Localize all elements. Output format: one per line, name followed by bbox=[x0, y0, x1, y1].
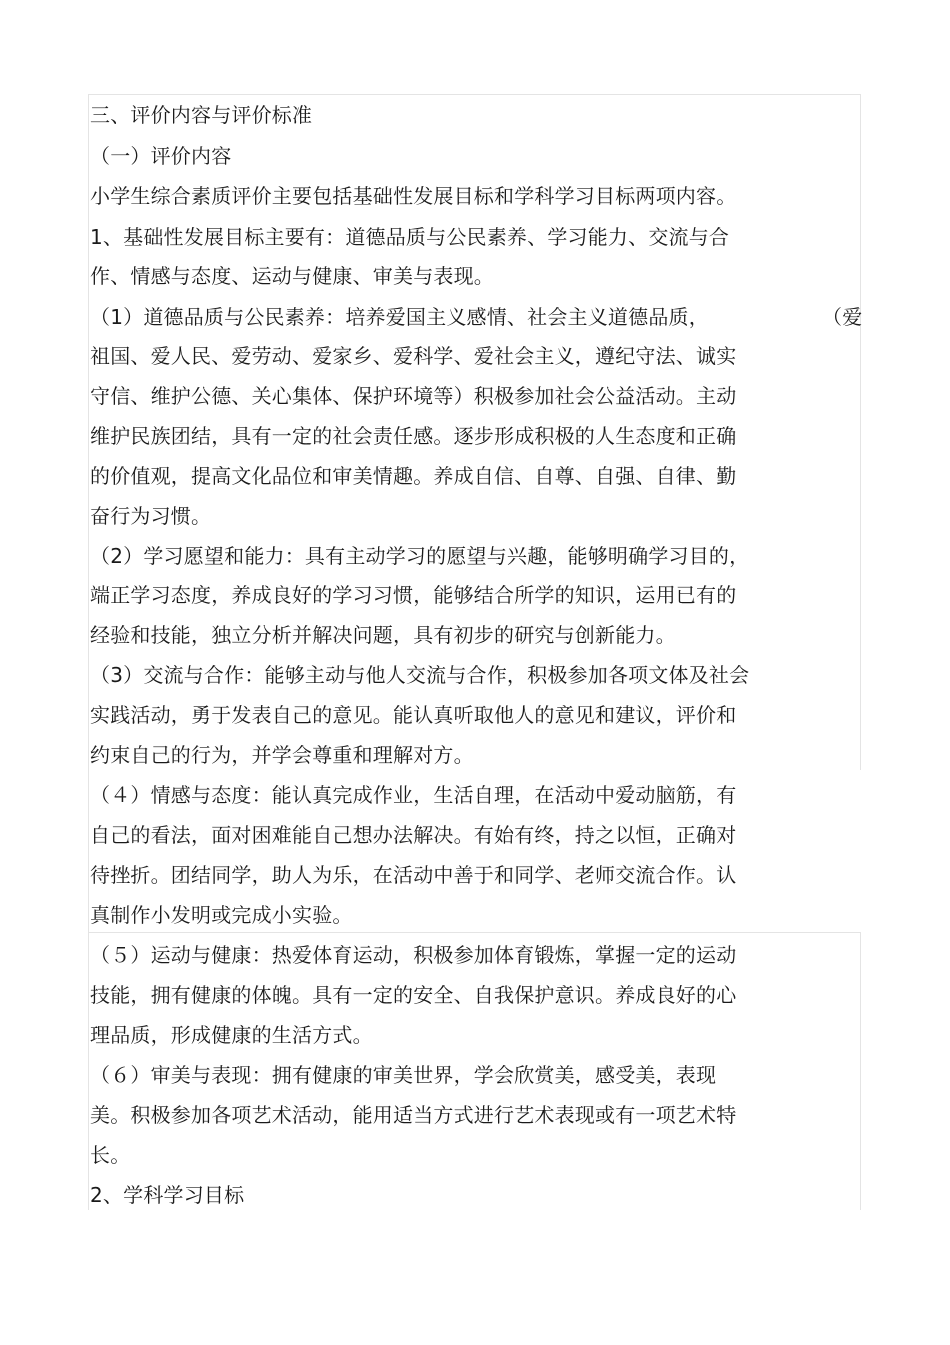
goal-1-line: 作、情感与态度、运动与健康、审美与表现。 bbox=[90, 264, 494, 288]
item-1-line: 的价值观，提高文化品位和审美情趣。养成自信、自尊、自强、自律、勤 bbox=[90, 464, 737, 488]
item-3-line: （3）交流与合作：能够主动与他人交流与合作，积极参加各项文体及社会 bbox=[90, 663, 750, 687]
item-3-line: 实践活动，勇于发表自己的意见。能认真听取他人的意见和建议，评价和 bbox=[90, 703, 737, 727]
item-1-line-tail: （爱 bbox=[822, 305, 863, 329]
item-1-line: 维护民族团结，具有一定的社会责任感。逐步形成积极的人生态度和正确 bbox=[90, 424, 737, 448]
subsection-heading: （一）评价内容 bbox=[90, 144, 232, 168]
goal-1-line: 1、基础性发展目标主要有：道德品质与公民素养、学习能力、交流与合 bbox=[90, 225, 730, 249]
item-2-line: 经验和技能，独立分析并解决问题，具有初步的研究与创新能力。 bbox=[90, 623, 676, 647]
table-border-mid bbox=[88, 932, 861, 933]
item-1-line: 奋行为习惯。 bbox=[90, 504, 212, 528]
item-6-line: 长。 bbox=[90, 1143, 131, 1167]
item-5-line: 理品质，形成健康的生活方式。 bbox=[90, 1023, 373, 1047]
item-4-line: 待挫折。团结同学，助人为乐，在活动中善于和同学、老师交流合作。认 bbox=[90, 863, 737, 887]
table-border-right-lower bbox=[860, 932, 861, 1210]
item-2-line: （2）学习愿望和能力：具有主动学习的愿望与兴趣，能够明确学习目的， bbox=[90, 544, 750, 568]
intro-line: 小学生综合素质评价主要包括基础性发展目标和学科学习目标两项内容。 bbox=[90, 184, 737, 208]
table-border-top bbox=[88, 94, 861, 95]
item-4-line: 自己的看法，面对困难能自己想办法解决。有始有终，持之以恒，正确对 bbox=[90, 823, 737, 847]
goal-2-heading: 2、学科学习目标 bbox=[90, 1183, 245, 1207]
item-6-line: 美。积极参加各项艺术活动，能用适当方式进行艺术表现或有一项艺术特 bbox=[90, 1103, 737, 1127]
item-3-line: 约束自己的行为，并学会尊重和理解对方。 bbox=[90, 743, 474, 767]
item-4-line: （４）情感与态度：能认真完成作业，生活自理，在活动中爱动脑筋，有 bbox=[90, 783, 737, 807]
item-4-line: 真制作小发明或完成小实验。 bbox=[90, 903, 353, 927]
item-1-line: 守信、维护公德、关心集体、保护环境等）积极参加社会公益活动。主动 bbox=[90, 384, 737, 408]
section-heading: 三、评价内容与评价标准 bbox=[90, 103, 313, 127]
table-border-left bbox=[88, 94, 89, 1210]
table-border-right-upper bbox=[860, 94, 861, 770]
item-1-line: （1）道德品质与公民素养：培养爱国主义感情、社会主义道德品质， bbox=[90, 305, 709, 329]
item-5-line: 技能，拥有健康的体魄。具有一定的安全、自我保护意识。养成良好的心 bbox=[90, 983, 737, 1007]
item-1-line: 祖国、爱人民、爱劳动、爱家乡、爱科学、爱社会主义，遵纪守法、诚实 bbox=[90, 344, 737, 368]
item-5-line: （５）运动与健康：热爱体育运动，积极参加体育锻炼，掌握一定的运动 bbox=[90, 943, 737, 967]
item-2-line: 端正学习态度，养成良好的学习习惯，能够结合所学的知识，运用已有的 bbox=[90, 583, 737, 607]
item-6-line: （６）审美与表现：拥有健康的审美世界，学会欣赏美，感受美，表现 bbox=[90, 1063, 717, 1087]
